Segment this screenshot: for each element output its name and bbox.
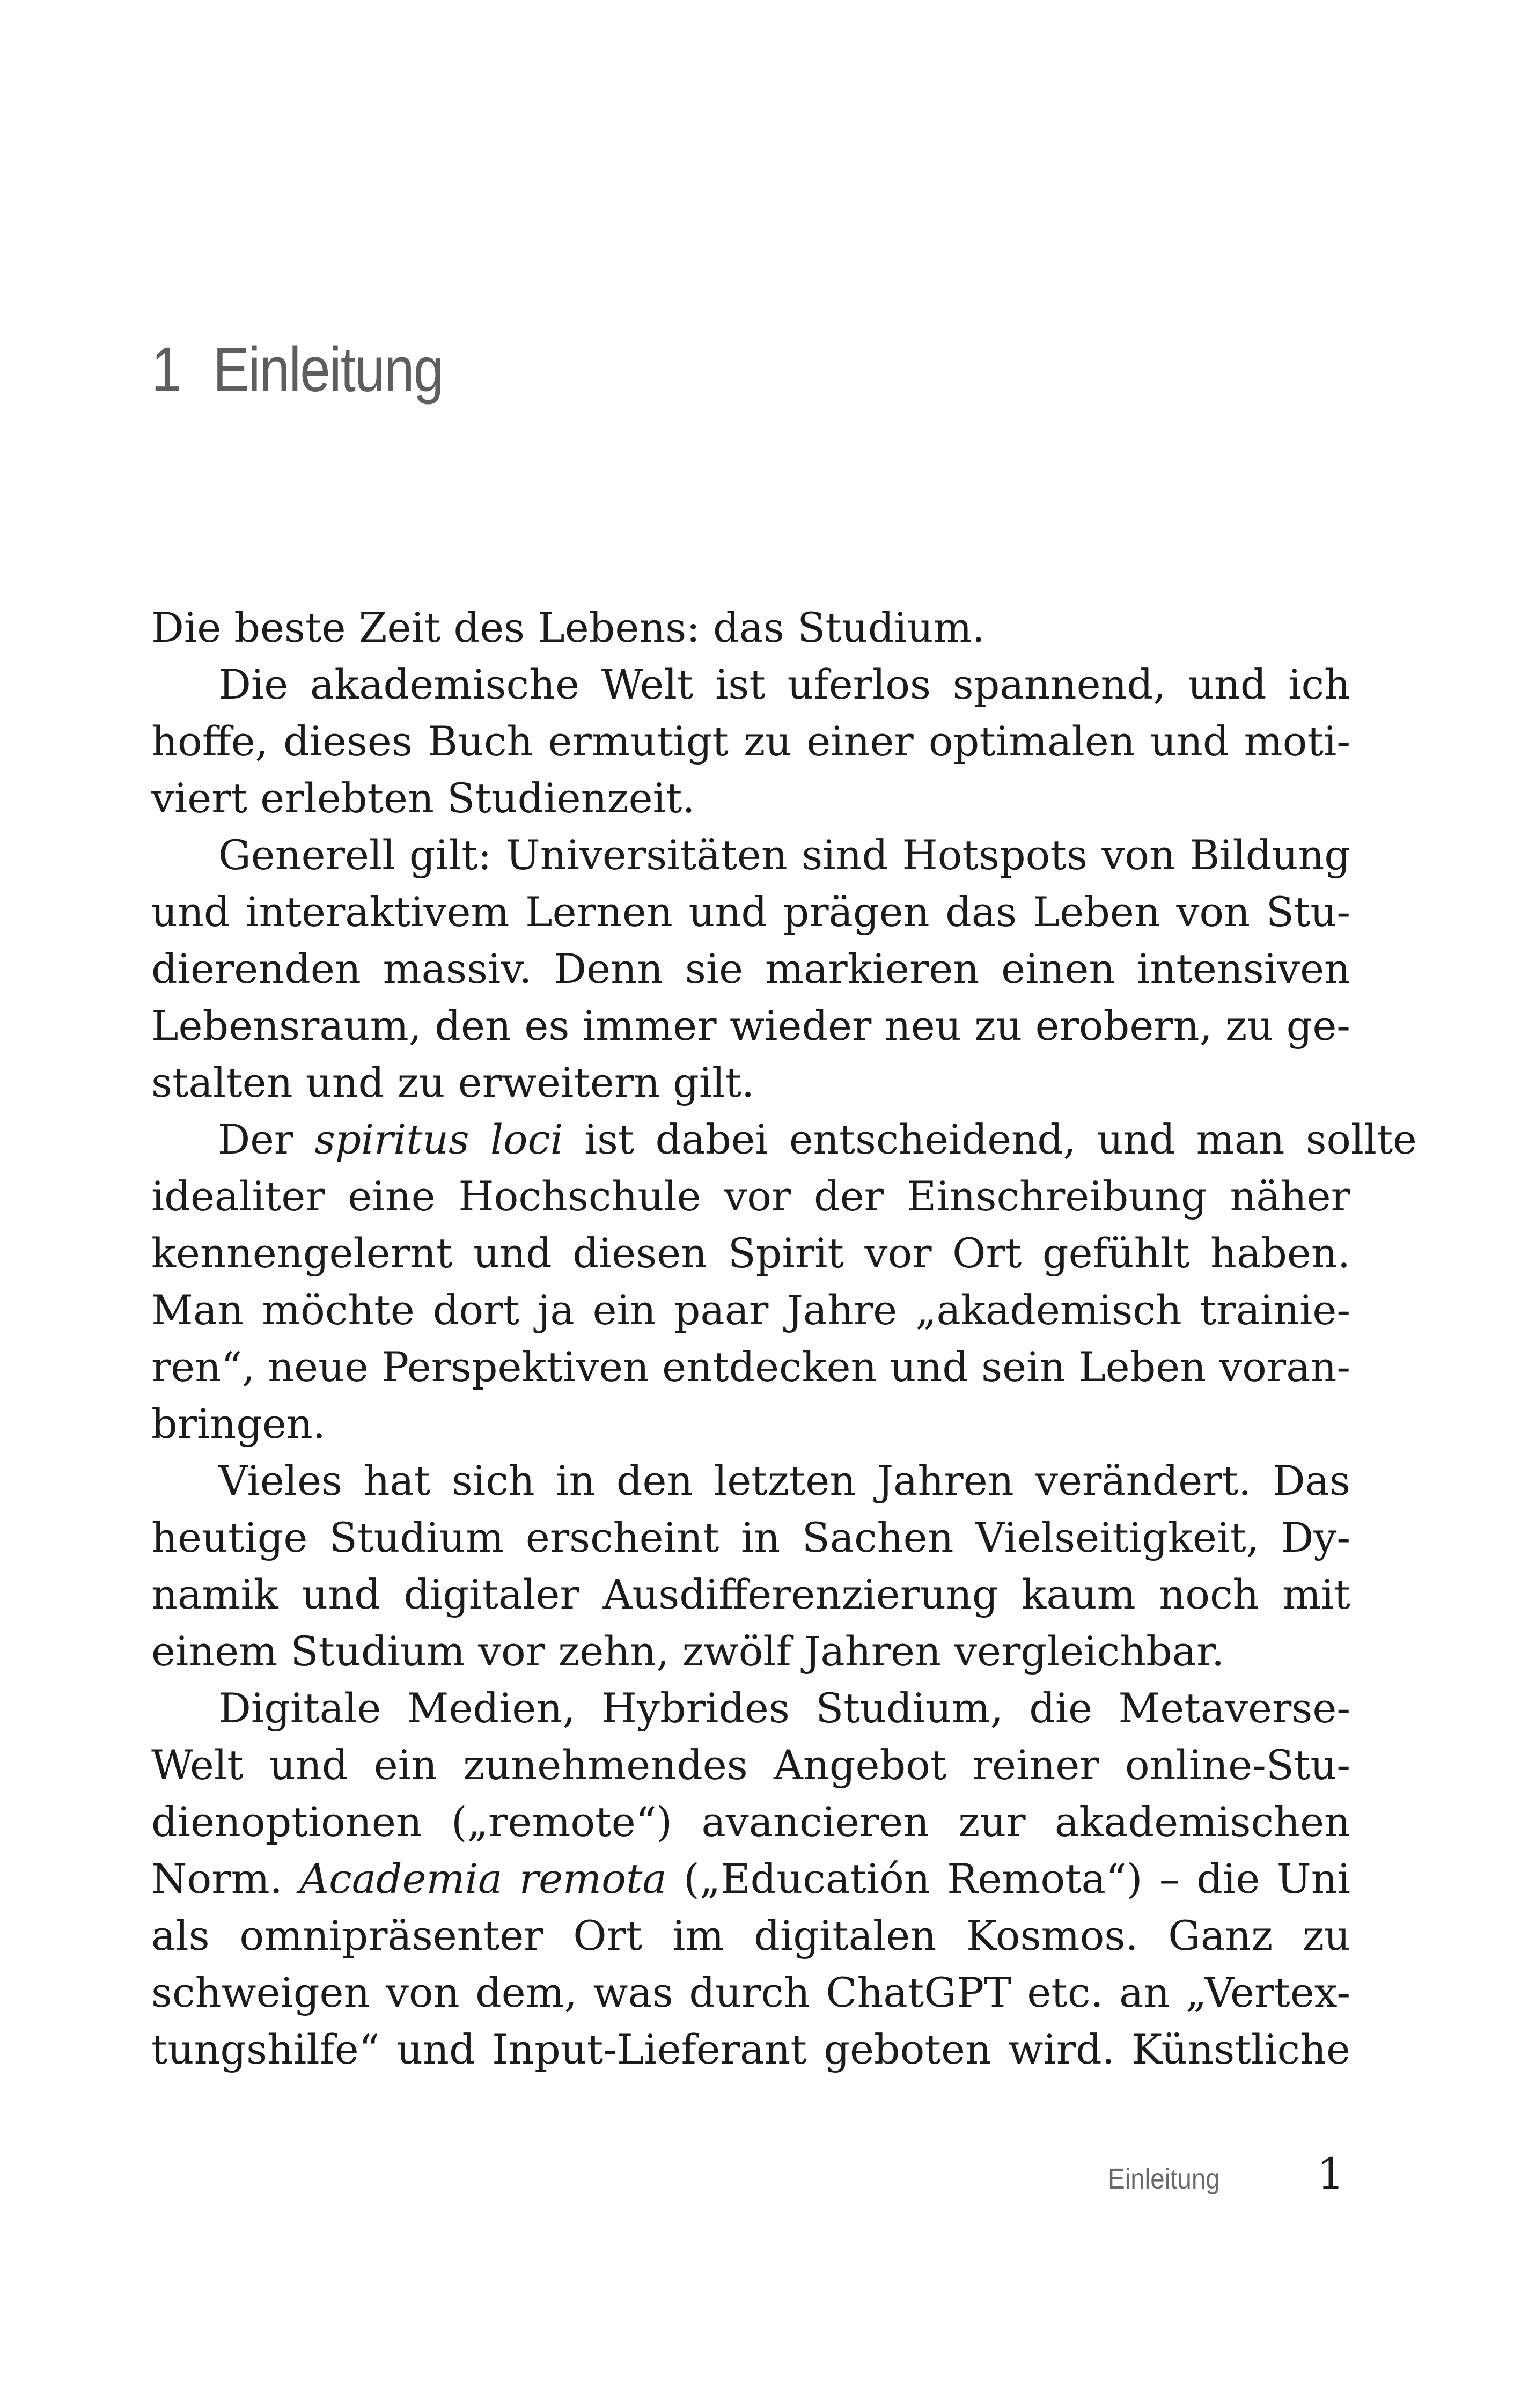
text-line: Man möchte dort ja ein paar Jahre „akademisch trainie- <box>151 1286 1350 1334</box>
text-line: namik und digitaler Ausdifferenzierung kaum noch mit <box>151 1570 1350 1618</box>
text-line: dienoptionen („remote“) avancieren zur akademischen <box>151 1798 1350 1846</box>
body-text <box>151 599 1417 2078</box>
text-line: Die beste Zeit des Lebens: das Studium. <box>151 604 985 651</box>
text-line: idealiter eine Hochschule vor der Einschreibung näher <box>151 1172 1350 1220</box>
text-line: ren“, neue Perspektiven entdecken und sein Leben voran- <box>151 1343 1351 1391</box>
text-line: kennengelernt und diesen Spirit vor Ort gefühlt haben. <box>151 1229 1350 1277</box>
text-line: heutige Studium erscheint in Sachen Vielseitigkeit, Dy- <box>151 1514 1350 1561</box>
page-number: 1 <box>1317 2149 1344 2199</box>
text-line: schweigen von dem, was durch ChatGPT etc. an „Vertex- <box>151 1969 1350 2016</box>
text-run: Der <box>217 1115 315 1163</box>
text-line: viert erlebten Studienzeit. <box>151 774 695 822</box>
running-head: Einleitung <box>1108 2163 1220 2195</box>
text-line: Lebensraum, den es immer wieder neu zu erobern, zu ge- <box>151 1002 1350 1049</box>
text-run: ist dabei entscheidend, und man sollte <box>563 1115 1417 1163</box>
text-line: Digitale Medien, Hybrides Studium, die Metaverse- <box>218 1684 1350 1732</box>
text-line: Vieles hat sich in den letzten Jahren verändert. Das <box>218 1457 1350 1504</box>
text-line: Die akademische Welt ist uferlos spannend, und ich <box>218 660 1350 708</box>
text-line: bringen. <box>151 1400 326 1448</box>
emphasis-text: spiritus loci <box>314 1115 563 1163</box>
text-run: („Educatión Remota“) – die Uni <box>666 1855 1351 1903</box>
text-line <box>151 1111 1417 1168</box>
text-line: dierenden massiv. Denn sie markieren einen intensiven <box>151 945 1350 993</box>
chapter-heading <box>151 334 443 405</box>
text-line: Welt und ein zunehmendes Angebot reiner online-Stu- <box>151 1741 1350 1789</box>
text-line: als omnipräsenter Ort im digitalen Kosmos. Ganz zu <box>151 1912 1350 1959</box>
text-line <box>151 1851 1350 1907</box>
chapter-title: Einleitung <box>212 334 443 405</box>
emphasis-text: Academia remota <box>299 1855 667 1903</box>
text-line: Generell gilt: Universitäten sind Hotspots von Bildung <box>218 831 1350 879</box>
text-run: Norm. <box>151 1855 300 1903</box>
text-line: einem Studium vor zehn, zwölf Jahren vergleichbar. <box>151 1627 1225 1675</box>
text-line: und interaktivem Lernen und prägen das Leben von Stu- <box>151 888 1350 936</box>
text-line: hoffe, dieses Buch ermutigt zu einer optimalen und moti- <box>151 717 1350 765</box>
text-line: tungshilfe“ und Input-Lieferant geboten wird. Künstliche <box>151 2025 1350 2073</box>
chapter-number: 1 <box>151 334 181 405</box>
text-line: stalten und zu erweitern gilt. <box>151 1059 755 1106</box>
